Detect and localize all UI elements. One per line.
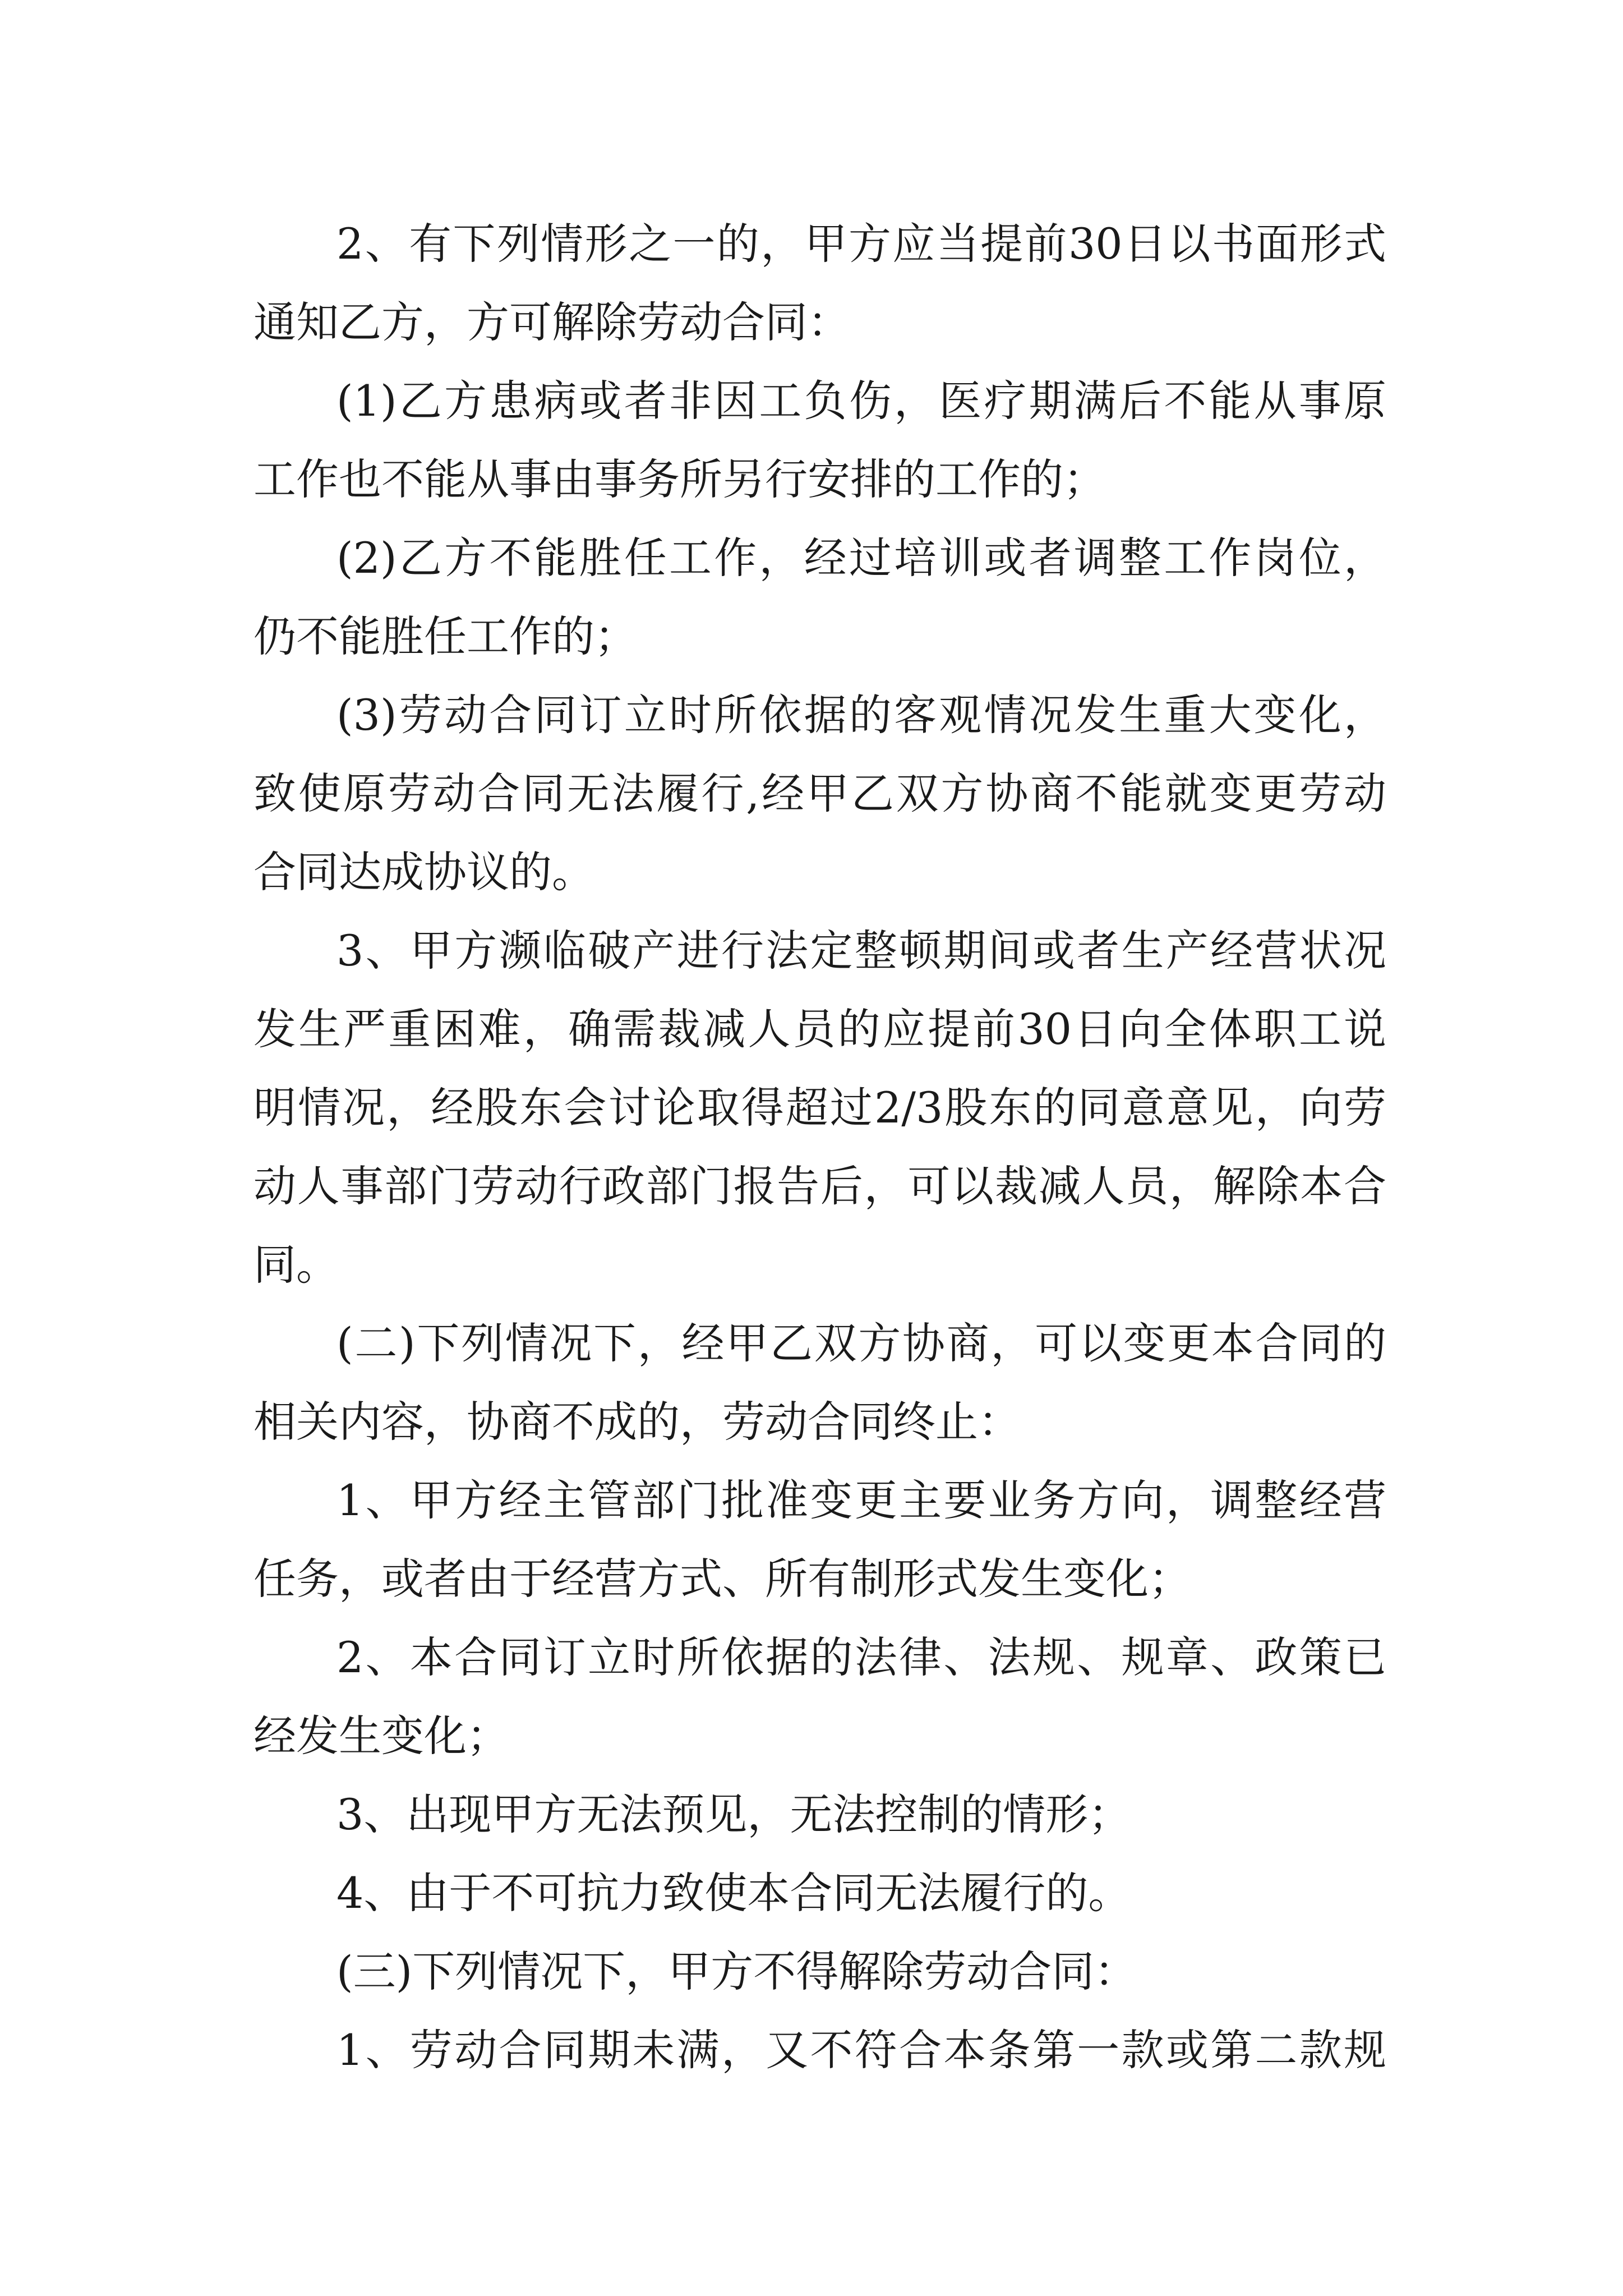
paragraph-line: 相关内容，协商不成的，劳动合同终止：	[253, 1397, 1021, 1447]
paragraph-line: 1、劳动合同期未满，又不符合本条第一款或第二款规	[336, 2025, 1386, 2075]
paragraph-line: 工作也不能从事由事务所另行安排的工作的；	[253, 454, 1106, 504]
paragraph-line: (二)下列情况下，经甲乙双方协商，可以变更本合同的	[336, 1318, 1386, 1368]
paragraph-line: 经发生变化；	[253, 1711, 509, 1761]
paragraph-line: (2)乙方不能胜任工作，经过培训或者调整工作岗位，	[336, 533, 1386, 583]
paragraph-line: 通知乙方，方可解除劳动合同：	[253, 297, 850, 347]
paragraph-line: (三)下列情况下，甲方不得解除劳动合同：	[336, 1947, 1137, 1996]
paragraph-line: 发生严重困难，确需裁减人员的应提前30日向全体职工说	[253, 1004, 1386, 1054]
paragraph-line: 2、有下列情形之一的，甲方应当提前30日以书面形式	[336, 219, 1386, 269]
paragraph-line: (3)劳动合同订立时所依据的客观情况发生重大变化，	[336, 690, 1386, 740]
paragraph-line: 动人事部门劳动行政部门报告后，可以裁减人员，解除本合	[253, 1161, 1386, 1211]
paragraph-line: (1)乙方患病或者非因工负伤，医疗期满后不能从事原	[336, 376, 1386, 426]
paragraph-line: 同。	[253, 1240, 339, 1290]
paragraph-line: 4、由于不可抗力致使本合同无法履行的。	[336, 1868, 1131, 1918]
paragraph-line: 3、出现甲方无法预见，无法控制的情形；	[336, 1789, 1131, 1839]
paragraph-line: 致使原劳动合同无法履行,经甲乙双方协商不能就变更劳动	[253, 769, 1386, 818]
paragraph-line: 任务，或者由于经营方式、所有制形式发生变化；	[253, 1554, 1191, 1604]
paragraph-line: 合同达成协议的。	[253, 847, 594, 897]
paragraph-line: 仍不能胜任工作的；	[253, 611, 637, 661]
paragraph-line: 2、本合同订立时所依据的法律、法规、规章、政策已	[336, 1632, 1386, 1682]
paragraph-line: 3、甲方濒临破产进行法定整顿期间或者生产经营状况	[336, 926, 1386, 976]
paragraph-line: 1、甲方经主管部门批准变更主要业务方向，调整经营	[336, 1475, 1386, 1525]
paragraph-line: 明情况，经股东会讨论取得超过2/3股东的同意意见，向劳	[253, 1083, 1386, 1133]
